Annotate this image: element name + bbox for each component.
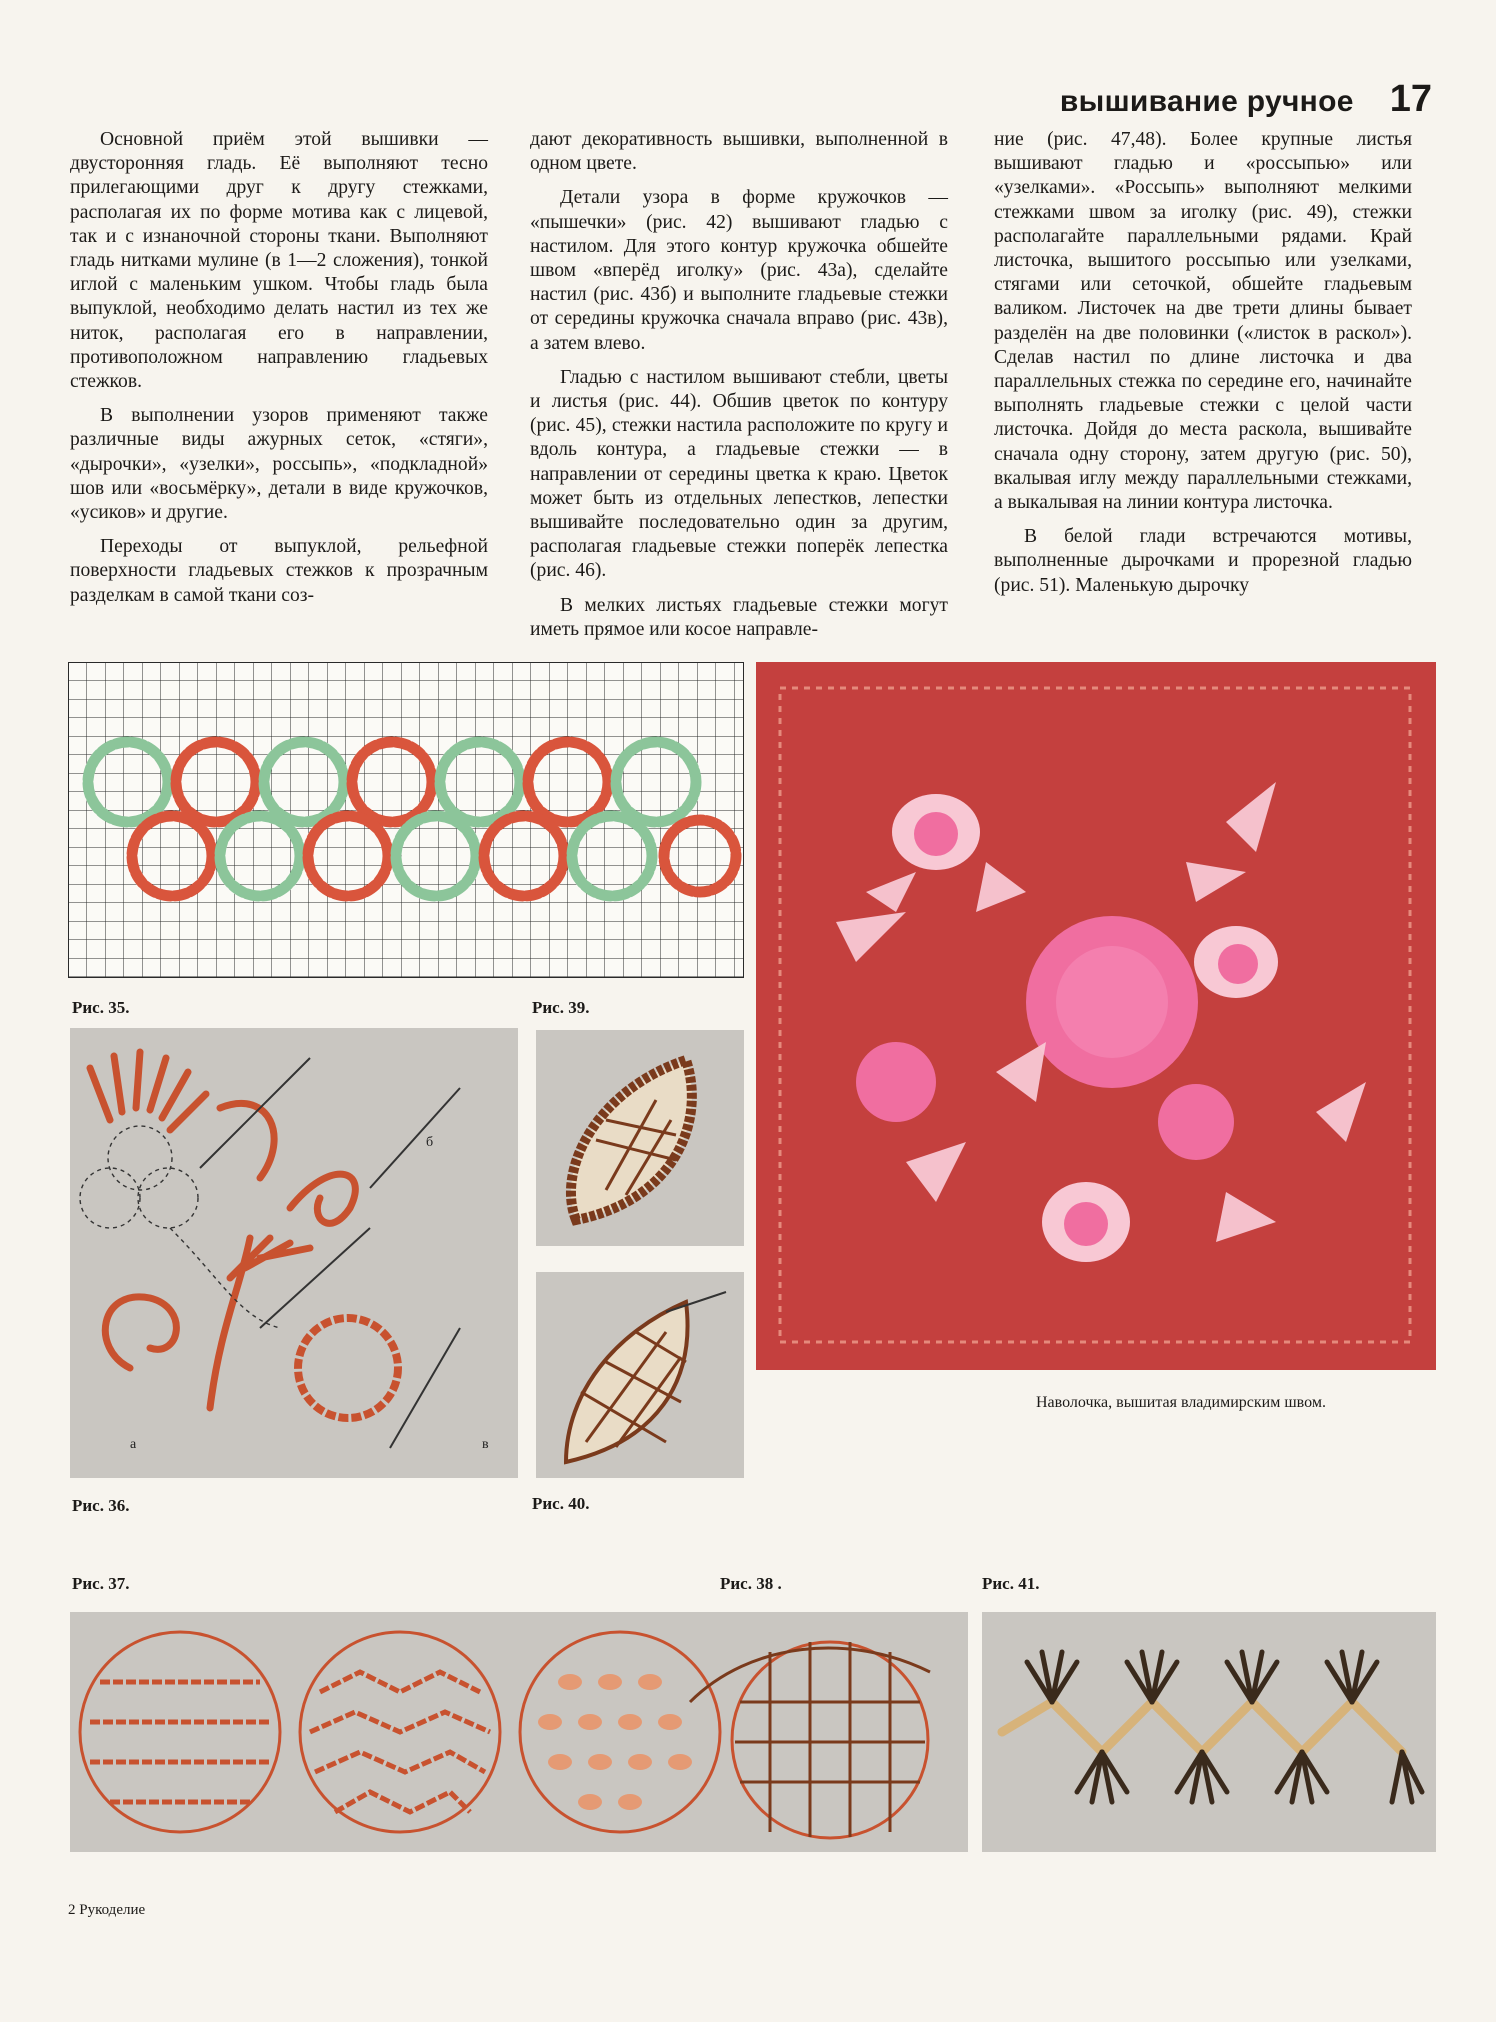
figure-35-grid-pattern	[68, 662, 744, 978]
figure-37-38-circle-patterns	[70, 1612, 968, 1852]
paragraph: Основной приём этой вышивки — двусторонняя гладь. Её выполняют тесно прилегающими друг к другу стежками, располагая их по форме мотива как с лицевой, так и с изнаночной стороны ткани. Выполняют гладь нитками мулине (в 1—2 сложения), тонкой иглой с маленьким ушком. Чтобы гладь была выпуклой, необходимо делать настил из тех же ниток, располагая его в направлении, противоположном направлению гладьевых стежков.	[70, 129, 488, 393]
embroidered-cushion-photo	[756, 662, 1436, 1370]
figure-38-caption: Рис. 38 .	[720, 1574, 782, 1593]
figure-41-caption: Рис. 41.	[982, 1574, 1040, 1593]
text-column-3	[994, 128, 1412, 608]
paragraph: В выполнении узоров применяют также различные виды ажурных сеток, «стяги», «дырочки», «узелки», россыпь», «подкладной» шов или «восьмёрку», детали в виде кружочков, «усиков» и другие.	[70, 405, 488, 524]
paragraph: Переходы от выпуклой, рельефной поверхности гладьевых стежков к прозрачным разделкам в самой ткани соз-	[70, 536, 488, 606]
figure-39-caption: Рис. 39.	[532, 998, 590, 1017]
paragraph: В белой глади встречаются мотивы, выполненные дырочками и прорезной гладью (рис. 51). Маленькую дырочку	[994, 526, 1412, 596]
paragraph: ние (рис. 47,48). Более крупные листья вышивают гладью и «россыпью» или «узелками». «Россыпь» выполняют мелкими стежками швом за иголку (рис. 49), стежки располагайте параллельными рядами. Край листочка, вышитого россыпью или узелками, стягами или сеточкой, обшейте гладьевым валиком. Листочек на две трети длины бывает разделён на две половинки («листок в раскол»). Сделав настил по длине листочка и два параллельных стежка по середине его, начинайте выполнять гладьевые стежки с целой части листочка. Дойдя до места раскола, вышивайте сначала одну сторону, затем другую (рис. 50), вкалывая иглу между параллельными стежками, а выкалывая на линии контура листочка.	[994, 129, 1412, 514]
figure-39-leaf-illustration	[536, 1030, 744, 1246]
paragraph: дают декоративность вышивки, выполненной в одном цвете.	[530, 129, 948, 175]
figure-36-label-v: в	[482, 1437, 489, 1452]
figure-37-caption: Рис. 37.	[72, 1574, 130, 1593]
figure-36-label-b: б	[426, 1135, 434, 1150]
page-footer: 2 Рукоделие	[68, 1902, 146, 1918]
figure-36-stitch-illustration	[70, 1028, 518, 1478]
figure-36-caption: Рис. 36.	[72, 1496, 130, 1515]
section-title: вышивание ручное	[1059, 85, 1354, 118]
cushion-photo-caption: Наволочка, вышитая владимирским швом.	[1036, 1394, 1326, 1411]
page-header	[1060, 78, 1432, 121]
text-column-1	[70, 128, 488, 618]
figure-36-label-a: а	[130, 1437, 137, 1452]
figure-40-leaf-lattice-illustration	[536, 1272, 744, 1478]
paragraph: В мелких листьях гладьевые стежки могут иметь прямое или косое направле-	[530, 594, 948, 640]
figure-35-caption: Рис. 35.	[72, 998, 130, 1017]
page-number: 17	[1389, 78, 1432, 120]
figure-40-caption: Рис. 40.	[532, 1494, 590, 1513]
figure-41-zigzag-border	[982, 1612, 1436, 1852]
paragraph: Детали узора в форме кружочков — «пышечки» (рис. 42) вышивают гладью с настилом. Для этого контур кружочка обшейте швом «вперёд иголку» (рис. 43а), сделайте настил (рис. 43б) и выполните гладьевые стежки от середины кружочка сначала вправо (рис. 43в), а затем влево.	[530, 187, 948, 354]
text-column-2	[530, 128, 948, 652]
paragraph: Гладью с настилом вышивают стебли, цветы и листья (рис. 44). Обшив цветок по контуру (рис. 45), стежки настила расположите по кругу и вдоль контура, а гладьевые стежки — в направлении от середины цветка к краю. Цветок может быть из отдельных лепестков, лепестки вышивайте последовательно один за другим, располагая гладьевые стежки поперёк лепестка (рис. 46).	[530, 366, 948, 582]
